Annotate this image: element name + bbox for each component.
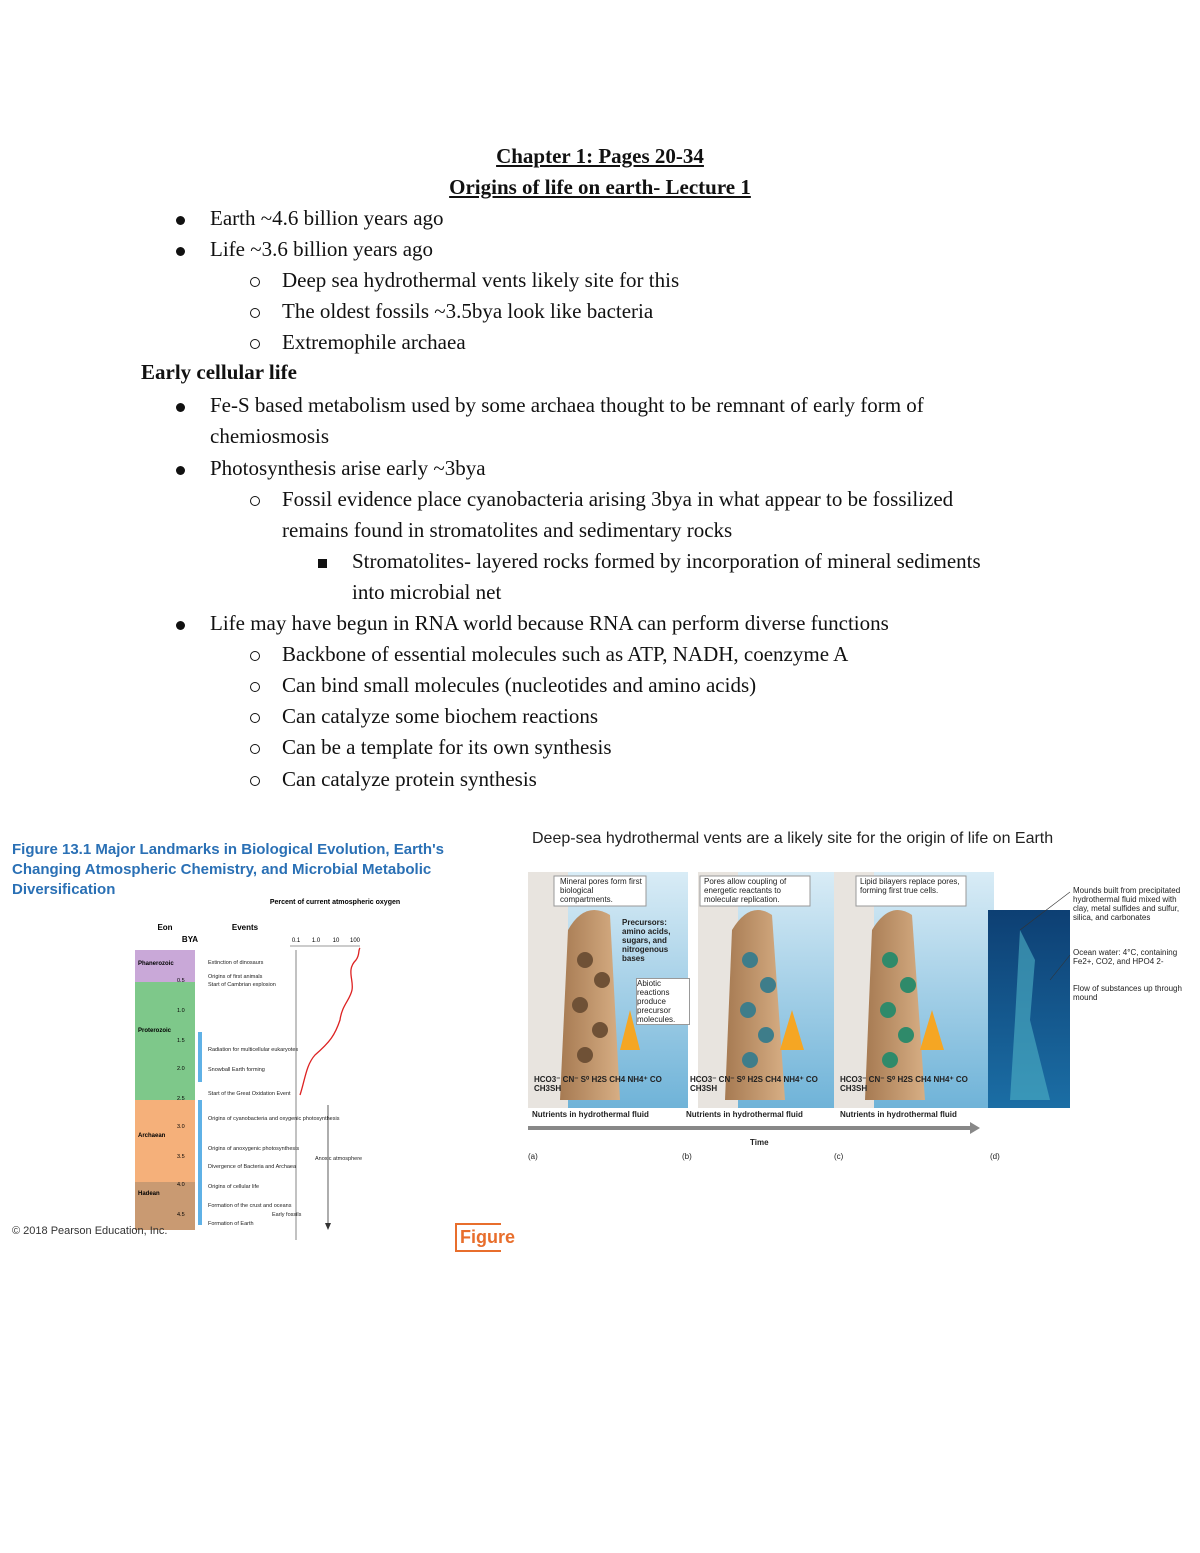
note-fes: Fe-S based metabolism used by some archaea thought to be remnant of early form of — [210, 393, 924, 417]
note-fes-cont: chemiosmosis — [210, 424, 329, 448]
bullet-circle — [250, 711, 260, 727]
precursors-label: Precursors: amino acids, sugars, and nitrogenous bases — [622, 918, 671, 963]
copyright: © 2018 Pearson Education, Inc. — [12, 1225, 168, 1237]
note-life-sub: The oldest fossils ~3.5bya look like bacteria — [282, 299, 654, 323]
header-events: Events — [231, 923, 259, 932]
oxygen-curve — [300, 948, 360, 1095]
note-life: Life ~3.6 billion years ago — [210, 237, 434, 261]
bya-tick: 4.0 — [177, 1182, 185, 1188]
oxy-tick: 10 — [332, 938, 340, 944]
note-fossil: Fossil evidence place cyanobacteria arising 3bya in what appear to be fossilized — [282, 487, 954, 511]
note-life-sub: Deep sea hydrothermal vents likely site for this — [282, 268, 680, 292]
bya-tick: 2.0 — [177, 1066, 185, 1072]
eon-label: Hadean — [138, 1191, 160, 1197]
bya-tick: 2.5 — [177, 1096, 185, 1102]
note-rna-sub: Can be a template for its own synthesis — [282, 735, 612, 759]
note-stromatolites: Stromatolites- layered rocks formed by incorporation of mineral sediments — [352, 549, 981, 573]
oxy-tick: 100 — [349, 938, 361, 944]
note-photosynthesis: Photosynthesis arise early ~3bya — [210, 456, 486, 480]
fossils-label: Early fossils — [272, 1212, 302, 1218]
header-eon: Eon — [157, 923, 173, 932]
event-label: Start of the Great Oxidation Event — [208, 1091, 291, 1097]
note-rna-sub: Can bind small molecules (nucleotides and amino acids) — [282, 673, 757, 697]
panel-label: (a) — [528, 1152, 538, 1161]
event-label: Snowball Earth forming — [208, 1067, 265, 1073]
figure-vents — [510, 820, 1200, 1180]
bullet-disc — [176, 463, 185, 479]
eon-proterozoic — [135, 982, 195, 1100]
mounds-label: Mounds built from precipitated hydrothermal fluid mixed with clay, metal sulfides and sulfur, silica, and carbonates — [1073, 886, 1181, 922]
figure-tab: Figure — [455, 1223, 501, 1252]
bullet-disc — [176, 618, 185, 634]
caption-b: Pores allow coupling of energetic reactants to molecular replication. — [704, 877, 787, 904]
bullet-circle — [250, 680, 260, 696]
event-label: Origins of anoxygenic photosynthesis — [208, 1146, 300, 1152]
event-label: Radiation for multicellular eukaryotes — [208, 1047, 299, 1053]
nutrients-b: Nutrients in hydrothermal fluid — [686, 1110, 803, 1119]
note-life-sub: Extremophile archaea — [282, 330, 466, 354]
event-label: Formation of the crust and oceans — [208, 1203, 292, 1209]
chem-b: HCO3⁻ CN⁻ S⁰ H2S CH4 NH4⁺ CO CH3SH — [690, 1075, 818, 1093]
figure-timeline — [0, 820, 516, 1260]
note-rna: Life may have begun in RNA world because RNA can perform diverse functions — [210, 611, 889, 635]
time-label: Time — [750, 1138, 769, 1147]
note-rna-sub: Can catalyze some biochem reactions — [282, 704, 599, 728]
oxy-tick: 0.1 — [291, 938, 301, 944]
svg-text:Percent of current atmospheric — [270, 899, 400, 906]
event-label: Formation of Earth — [208, 1221, 254, 1227]
figure-title: Deep-sea hydrothermal vents are a likely site for the origin of life on Earth — [532, 830, 1054, 847]
bullet-circle — [250, 494, 260, 510]
section-heading: Early cellular life — [141, 360, 297, 384]
panel-label: (d) — [990, 1152, 1000, 1161]
note-fossil-cont: remains found in stromatolites and sedimentary rocks — [282, 518, 733, 542]
caption-a: Mineral pores form first biological compartments. — [560, 877, 642, 904]
eon-archaean — [135, 1100, 195, 1182]
bullet-square — [318, 556, 327, 572]
event-label: Start of Cambrian explosion — [208, 982, 276, 988]
abiotic-label: Abiotic reactions produce precursor molecules. — [636, 978, 690, 1025]
header-oxygen: Percent of current atmospheric oxygen — [269, 899, 401, 906]
timeline-diagram — [0, 820, 500, 1260]
eon-label: Phanerozoic — [138, 961, 174, 967]
bya-tick: 1.0 — [177, 1008, 185, 1014]
bullet-circle — [250, 774, 260, 790]
bya-tick: 1.5 — [177, 1038, 185, 1044]
event-label: Origins of cyanobacteria and oxygenic photosynthesis — [208, 1116, 340, 1122]
ocean-label: Ocean water: 4°C, containing Fe2+, CO2, and HPO4 2- — [1073, 948, 1178, 966]
note-rna-sub: Can catalyze protein synthesis — [282, 767, 537, 791]
flow-label: Flow of substances up through mound — [1073, 984, 1182, 1002]
eon-hadean — [135, 1182, 195, 1230]
chem-c: HCO3⁻ CN⁻ S⁰ H2S CH4 NH4⁺ CO CH3SH — [840, 1075, 968, 1093]
lecture-title: Origins of life on earth- Lecture 1 — [449, 175, 751, 199]
bya-tick: 0.5 — [177, 978, 185, 984]
event-label: Divergence of Bacteria and Archaea — [208, 1164, 297, 1170]
figure-title: Figure 13.1 Major Landmarks in Biological Evolution, Earth's Changing Atmospheric Chemistry, and Microbial Metabolic Diversification — [12, 841, 444, 898]
bullet-circle — [250, 742, 260, 758]
nutrients-a: Nutrients in hydrothermal fluid — [532, 1110, 649, 1119]
panel-label: (b) — [682, 1152, 692, 1161]
event-label: Origins of cellular life — [208, 1184, 260, 1190]
caption-c: Lipid bilayers replace pores, forming first true cells. — [860, 877, 960, 895]
bya-tick: 4.5 — [177, 1212, 185, 1218]
panel-label: (c) — [834, 1152, 844, 1161]
note-stromatolites-cont: into microbial net — [352, 580, 502, 604]
bullet-disc — [176, 213, 185, 229]
eon-label: Archaean — [138, 1133, 166, 1139]
chapter-title: Chapter 1: Pages 20-34 — [496, 144, 704, 168]
event-label: Extinction of dinosaurs — [208, 960, 264, 966]
event-label: Origins of first animals — [208, 974, 263, 980]
note-earth: Earth ~4.6 billion years ago — [210, 206, 444, 230]
bullet-disc — [176, 244, 185, 260]
bullet-disc — [176, 400, 185, 416]
bullet-circle — [250, 337, 260, 353]
bullet-circle — [250, 275, 260, 291]
bya-tick: 3.0 — [177, 1124, 185, 1130]
bya-tick: 3.5 — [177, 1154, 185, 1160]
anoxic-label: Anoxic atmosphere — [315, 1156, 363, 1162]
bullet-circle — [250, 649, 260, 665]
header-bya: BYA — [181, 935, 199, 944]
oxy-tick: 1.0 — [311, 938, 321, 944]
chem-a: HCO3⁻ CN⁻ S⁰ H2S CH4 NH4⁺ CO CH3SH — [534, 1075, 662, 1093]
note-rna-sub: Backbone of essential molecules such as ATP, NADH, coenzyme A — [282, 642, 849, 666]
bullet-circle — [250, 306, 260, 322]
nutrients-c: Nutrients in hydrothermal fluid — [840, 1110, 957, 1119]
eon-label: Proterozoic — [138, 1028, 172, 1034]
